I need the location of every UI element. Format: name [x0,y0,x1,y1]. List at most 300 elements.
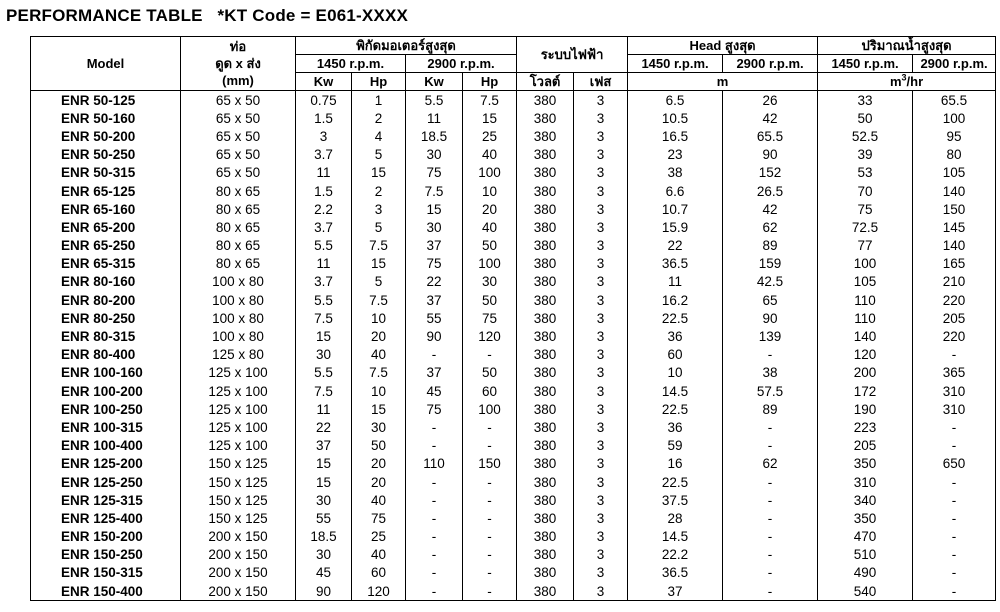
header-flow-2900: 2900 r.p.m. [913,55,996,73]
cell-hp-1450: 1 [352,91,406,110]
cell-head-2900: 89 [723,400,818,418]
header-hp-1450: Hp [352,73,406,91]
cell-phase: 3 [574,327,628,345]
table-row [31,382,996,400]
cell-flow-2900: 140 [913,182,996,200]
cell-head-2900: 152 [723,164,818,182]
cell-head-1450: 22.5 [628,473,723,491]
cell-pipe: 80 x 65 [181,218,296,236]
cell-phase: 3 [574,491,628,509]
cell-hp-1450: 5 [352,218,406,236]
cell-head-1450: 15.9 [628,218,723,236]
cell-pipe: 200 x 150 [181,564,296,582]
cell-hp-2900: 40 [463,146,517,164]
cell-hp-1450: 40 [352,491,406,509]
cell-pipe: 80 x 65 [181,182,296,200]
cell-hp-1450: 20 [352,327,406,345]
table-row [31,218,996,236]
header-head: Head สูงสุด [628,37,818,55]
cell-flow-1450: 540 [818,582,913,601]
cell-hp-1450: 50 [352,437,406,455]
cell-pipe: 125 x 100 [181,400,296,418]
table-row [31,291,996,309]
cell-head-2900: - [723,564,818,582]
table-row [31,564,996,582]
cell-head-1450: 6.6 [628,182,723,200]
cell-model: ENR 100-315 [31,418,181,436]
cell-kw-1450: 11 [296,164,352,182]
cell-flow-2900: 220 [913,291,996,309]
cell-model: ENR 150-250 [31,546,181,564]
header-volt: โวลต์ [517,73,574,91]
table-row [31,200,996,218]
cell-model: ENR 100-250 [31,400,181,418]
cell-hp-2900: 15 [463,109,517,127]
cell-hp-1450: 7.5 [352,237,406,255]
cell-pipe: 150 x 125 [181,455,296,473]
table-row [31,346,996,364]
cell-phase: 3 [574,309,628,327]
cell-kw-2900: 110 [406,455,463,473]
flow-unit-base: m [889,74,902,89]
cell-hp-1450: 5 [352,146,406,164]
cell-model: ENR 100-400 [31,437,181,455]
cell-head-1450: 14.5 [628,528,723,546]
cell-hp-1450: 5 [352,273,406,291]
cell-phase: 3 [574,127,628,145]
cell-hp-1450: 7.5 [352,364,406,382]
cell-hp-1450: 2 [352,182,406,200]
cell-kw-1450: 3.7 [296,218,352,236]
cell-kw-1450: 45 [296,564,352,582]
cell-flow-2900: 95 [913,127,996,145]
cell-phase: 3 [574,255,628,273]
cell-hp-1450: 75 [352,509,406,527]
cell-kw-1450: 5.5 [296,237,352,255]
cell-flow-1450: 490 [818,564,913,582]
table-row [31,528,996,546]
cell-flow-2900: - [913,564,996,582]
cell-head-2900: 26 [723,91,818,110]
header-head-2900: 2900 r.p.m. [723,55,818,73]
cell-kw-1450: 5.5 [296,364,352,382]
cell-kw-2900: 75 [406,164,463,182]
cell-kw-1450: 15 [296,455,352,473]
cell-pipe: 200 x 150 [181,528,296,546]
cell-flow-1450: 39 [818,146,913,164]
cell-flow-2900: 100 [913,109,996,127]
cell-head-1450: 22 [628,237,723,255]
cell-pipe: 80 x 65 [181,200,296,218]
cell-kw-2900: 30 [406,146,463,164]
cell-volt: 380 [517,91,574,110]
cell-hp-2900: - [463,473,517,491]
cell-volt: 380 [517,182,574,200]
cell-model: ENR 150-200 [31,528,181,546]
cell-model: ENR 65-160 [31,200,181,218]
cell-volt: 380 [517,237,574,255]
cell-phase: 3 [574,455,628,473]
cell-flow-2900: 150 [913,200,996,218]
cell-volt: 380 [517,400,574,418]
table-body [31,91,996,601]
table-row [31,364,996,382]
cell-hp-2900: 120 [463,327,517,345]
cell-model: ENR 125-315 [31,491,181,509]
cell-kw-1450: 55 [296,509,352,527]
cell-hp-2900: 40 [463,218,517,236]
cell-flow-1450: 70 [818,182,913,200]
header-power: ระบบไฟฟ้า [517,37,628,73]
cell-hp-2900: - [463,437,517,455]
cell-kw-2900: - [406,437,463,455]
cell-volt: 380 [517,418,574,436]
cell-kw-1450: 2.2 [296,200,352,218]
cell-hp-2900: 100 [463,164,517,182]
cell-kw-2900: 22 [406,273,463,291]
cell-hp-1450: 40 [352,346,406,364]
cell-hp-1450: 120 [352,582,406,601]
cell-model: ENR 65-200 [31,218,181,236]
cell-hp-1450: 10 [352,382,406,400]
cell-flow-2900: 220 [913,327,996,345]
cell-volt: 380 [517,473,574,491]
cell-flow-1450: 110 [818,291,913,309]
header-motor-2900: 2900 r.p.m. [406,55,517,73]
cell-volt: 380 [517,200,574,218]
table-row [31,309,996,327]
cell-pipe: 125 x 100 [181,364,296,382]
page-title: PERFORMANCE TABLE *KT Code = E061-XXXX [6,6,409,25]
cell-head-2900: - [723,418,818,436]
cell-kw-2900: 11 [406,109,463,127]
cell-hp-2900: 150 [463,455,517,473]
cell-hp-1450: 4 [352,127,406,145]
cell-flow-1450: 172 [818,382,913,400]
cell-kw-1450: 30 [296,546,352,564]
cell-head-2900: 26.5 [723,182,818,200]
cell-flow-1450: 50 [818,109,913,127]
cell-volt: 380 [517,327,574,345]
cell-hp-2900: - [463,346,517,364]
cell-volt: 380 [517,309,574,327]
cell-flow-2900: - [913,491,996,509]
cell-flow-2900: - [913,582,996,601]
cell-hp-1450: 2 [352,109,406,127]
cell-head-2900: - [723,528,818,546]
table-row [31,455,996,473]
header-phase: เฟส [574,73,628,91]
cell-flow-1450: 52.5 [818,127,913,145]
cell-pipe: 65 x 50 [181,91,296,110]
cell-head-1450: 37.5 [628,491,723,509]
cell-hp-2900: 20 [463,200,517,218]
cell-pipe: 200 x 150 [181,546,296,564]
cell-head-2900: 62 [723,455,818,473]
table-row [31,509,996,527]
cell-flow-1450: 350 [818,455,913,473]
table-row [31,91,996,110]
header-head-unit: m [628,73,818,91]
cell-hp-2900: 10 [463,182,517,200]
cell-flow-1450: 120 [818,346,913,364]
cell-head-1450: 22.5 [628,400,723,418]
cell-kw-2900: - [406,418,463,436]
header-pipe-line1: ท่อ [229,39,247,54]
flow-unit-sup: 3 [901,72,907,83]
cell-head-2900: 90 [723,146,818,164]
table-row [31,273,996,291]
cell-hp-1450: 30 [352,418,406,436]
header-pipe-line3: (mm) [222,73,254,88]
cell-head-2900: 42 [723,200,818,218]
cell-flow-1450: 33 [818,91,913,110]
cell-hp-1450: 3 [352,200,406,218]
cell-kw-1450: 7.5 [296,382,352,400]
cell-volt: 380 [517,491,574,509]
cell-flow-1450: 77 [818,237,913,255]
cell-model: ENR 80-250 [31,309,181,327]
cell-phase: 3 [574,182,628,200]
cell-kw-1450: 30 [296,346,352,364]
header-pipe-line2: ดูด x ส่ง [215,56,261,71]
header-kw-1450: Kw [296,73,352,91]
cell-volt: 380 [517,273,574,291]
cell-pipe: 65 x 50 [181,109,296,127]
cell-head-2900: 62 [723,218,818,236]
cell-hp-2900: - [463,582,517,601]
cell-pipe: 200 x 150 [181,582,296,601]
cell-head-2900: - [723,346,818,364]
table-row [31,182,996,200]
cell-volt: 380 [517,528,574,546]
cell-head-2900: 90 [723,309,818,327]
cell-kw-1450: 11 [296,400,352,418]
cell-kw-1450: 15 [296,327,352,345]
cell-head-2900: 42 [723,109,818,127]
cell-hp-2900: 100 [463,400,517,418]
table-row [31,418,996,436]
cell-hp-2900: - [463,491,517,509]
cell-head-1450: 36.5 [628,255,723,273]
table-row [31,491,996,509]
cell-flow-1450: 53 [818,164,913,182]
cell-kw-2900: 37 [406,364,463,382]
cell-hp-1450: 25 [352,528,406,546]
table-row [31,473,996,491]
cell-kw-2900: 90 [406,327,463,345]
header-motor: พิกัดมอเตอร์สูงสุด [296,37,517,55]
cell-flow-1450: 310 [818,473,913,491]
cell-volt: 380 [517,218,574,236]
cell-phase: 3 [574,528,628,546]
table-row [31,127,996,145]
cell-hp-1450: 40 [352,546,406,564]
cell-phase: 3 [574,237,628,255]
cell-head-2900: 57.5 [723,382,818,400]
cell-flow-1450: 470 [818,528,913,546]
header-flow: ปริมาณน้ำสูงสุด [818,37,996,55]
cell-model: ENR 80-400 [31,346,181,364]
cell-kw-2900: 37 [406,237,463,255]
cell-volt: 380 [517,509,574,527]
cell-phase: 3 [574,400,628,418]
cell-flow-1450: 350 [818,509,913,527]
cell-kw-2900: - [406,473,463,491]
cell-volt: 380 [517,164,574,182]
cell-kw-1450: 3.7 [296,146,352,164]
cell-head-2900: - [723,491,818,509]
cell-pipe: 65 x 50 [181,146,296,164]
cell-kw-1450: 0.75 [296,91,352,110]
cell-head-2900: - [723,546,818,564]
header-flow-unit [818,73,996,91]
cell-hp-2900: 30 [463,273,517,291]
cell-volt: 380 [517,127,574,145]
cell-head-2900: - [723,509,818,527]
cell-hp-1450: 7.5 [352,291,406,309]
cell-kw-2900: 55 [406,309,463,327]
cell-head-2900: 65 [723,291,818,309]
cell-phase: 3 [574,109,628,127]
cell-flow-1450: 75 [818,200,913,218]
cell-kw-1450: 7.5 [296,309,352,327]
cell-pipe: 125 x 80 [181,346,296,364]
cell-hp-1450: 20 [352,473,406,491]
cell-head-1450: 16.5 [628,127,723,145]
header-flow-1450: 1450 r.p.m. [818,55,913,73]
cell-flow-1450: 72.5 [818,218,913,236]
cell-kw-2900: 30 [406,218,463,236]
cell-kw-1450: 3.7 [296,273,352,291]
table-row [31,109,996,127]
cell-phase: 3 [574,346,628,364]
cell-kw-1450: 30 [296,491,352,509]
cell-head-1450: 28 [628,509,723,527]
cell-phase: 3 [574,91,628,110]
cell-head-1450: 36 [628,418,723,436]
cell-head-1450: 22.5 [628,309,723,327]
cell-flow-1450: 200 [818,364,913,382]
cell-flow-1450: 190 [818,400,913,418]
cell-kw-2900: 37 [406,291,463,309]
table-row [31,255,996,273]
cell-hp-1450: 15 [352,255,406,273]
cell-phase: 3 [574,509,628,527]
header-hp-2900: Hp [463,73,517,91]
cell-pipe: 125 x 100 [181,382,296,400]
header-motor-1450: 1450 r.p.m. [296,55,406,73]
table-row [31,164,996,182]
cell-head-1450: 37 [628,582,723,601]
cell-pipe: 125 x 100 [181,437,296,455]
cell-head-1450: 38 [628,164,723,182]
cell-kw-1450: 1.5 [296,109,352,127]
cell-hp-2900: - [463,528,517,546]
cell-flow-2900: 105 [913,164,996,182]
cell-hp-1450: 15 [352,164,406,182]
header-pipe [181,37,296,91]
cell-pipe: 100 x 80 [181,291,296,309]
cell-hp-2900: - [463,564,517,582]
cell-flow-2900: 65.5 [913,91,996,110]
cell-phase: 3 [574,146,628,164]
performance-table [30,36,996,601]
cell-volt: 380 [517,364,574,382]
cell-pipe: 80 x 65 [181,237,296,255]
cell-volt: 380 [517,146,574,164]
cell-flow-2900: - [913,546,996,564]
cell-pipe: 100 x 80 [181,309,296,327]
cell-head-1450: 10.5 [628,109,723,127]
cell-flow-2900: - [913,528,996,546]
cell-head-1450: 16 [628,455,723,473]
cell-pipe: 65 x 50 [181,127,296,145]
table-row [31,546,996,564]
cell-flow-2900: 310 [913,382,996,400]
table-row [31,237,996,255]
cell-volt: 380 [517,582,574,601]
cell-kw-1450: 90 [296,582,352,601]
cell-kw-1450: 22 [296,418,352,436]
cell-pipe: 150 x 125 [181,491,296,509]
cell-phase: 3 [574,291,628,309]
cell-kw-2900: 18.5 [406,127,463,145]
cell-model: ENR 150-400 [31,582,181,601]
cell-head-2900: - [723,473,818,491]
cell-hp-2900: 75 [463,309,517,327]
cell-phase: 3 [574,218,628,236]
cell-volt: 380 [517,546,574,564]
cell-head-1450: 16.2 [628,291,723,309]
cell-model: ENR 50-315 [31,164,181,182]
cell-phase: 3 [574,364,628,382]
table-row [31,327,996,345]
cell-model: ENR 50-250 [31,146,181,164]
cell-head-2900: 139 [723,327,818,345]
cell-phase: 3 [574,164,628,182]
cell-kw-2900: 45 [406,382,463,400]
cell-volt: 380 [517,255,574,273]
cell-flow-2900: 145 [913,218,996,236]
cell-pipe: 150 x 125 [181,473,296,491]
cell-head-2900: 159 [723,255,818,273]
cell-model: ENR 65-315 [31,255,181,273]
cell-head-1450: 36 [628,327,723,345]
cell-kw-2900: 5.5 [406,91,463,110]
cell-model: ENR 65-125 [31,182,181,200]
cell-flow-2900: 210 [913,273,996,291]
cell-hp-2900: 50 [463,237,517,255]
cell-phase: 3 [574,382,628,400]
cell-head-1450: 23 [628,146,723,164]
cell-kw-1450: 15 [296,473,352,491]
cell-hp-2900: 7.5 [463,91,517,110]
cell-model: ENR 80-160 [31,273,181,291]
cell-pipe: 80 x 65 [181,255,296,273]
cell-model: ENR 125-250 [31,473,181,491]
cell-hp-2900: 50 [463,291,517,309]
table-row [31,582,996,601]
cell-hp-2900: - [463,546,517,564]
cell-kw-1450: 1.5 [296,182,352,200]
cell-model: ENR 150-315 [31,564,181,582]
cell-model: ENR 100-200 [31,382,181,400]
cell-flow-1450: 105 [818,273,913,291]
cell-flow-1450: 140 [818,327,913,345]
cell-kw-2900: 75 [406,255,463,273]
cell-kw-2900: - [406,582,463,601]
